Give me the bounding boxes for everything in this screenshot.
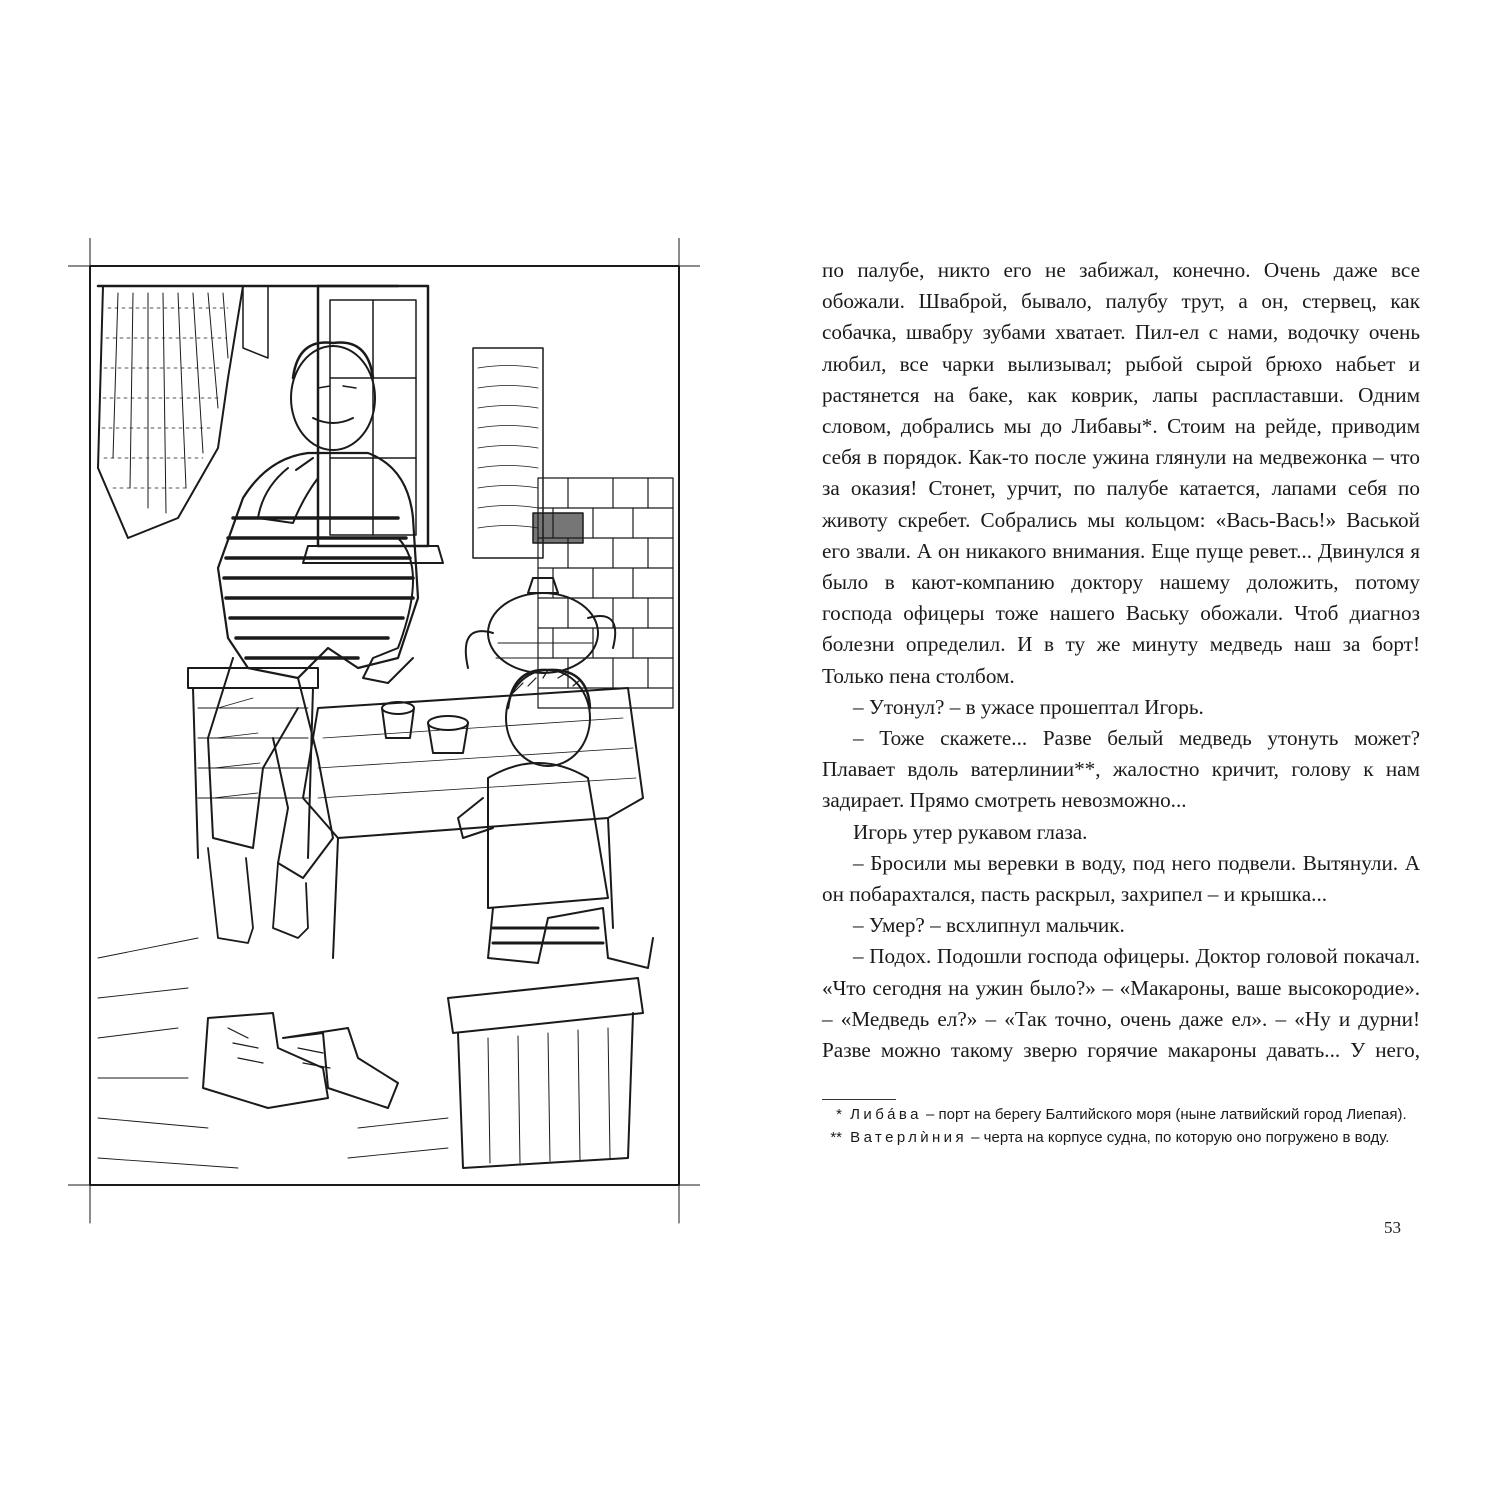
boots (203, 1013, 398, 1108)
paragraph: – Подох. Подошли господа офицеры. Доктор головой покачал. «Что сегодня на ужин было?» – «Макароны, ваше высокородие». – «Медведь ел?» – «Так точно, очень даже ел». – «Ну и дурни! Разве можно такому зверю горячие макароны давать... У него, (822, 944, 1420, 1063)
footnote (822, 1126, 1420, 1149)
footnotes (822, 1103, 1420, 1149)
floor (98, 938, 448, 1168)
paragraph: – Умер? – всхлипнул мальчик. (853, 913, 1125, 938)
brick-stove (473, 348, 673, 708)
footnote-divider (822, 1099, 896, 1100)
footnote-mark: * (836, 1106, 842, 1123)
paragraph: – Бросили мы веревки в воду, под него подвели. Вытянули. А он побарахтался, пасть раскрыл, захрипел – и крышка... (822, 850, 1420, 907)
bench (188, 668, 318, 858)
footnote-term: Ватерлѝния (850, 1129, 967, 1146)
stool (448, 978, 643, 1168)
window (303, 286, 443, 563)
boy-figure (458, 670, 653, 968)
text-page (822, 255, 1420, 1066)
footnote-definition: – порт на берегу Балтийского моря (ныне латвийский город Лиепая). (926, 1106, 1407, 1123)
illustration (68, 238, 700, 1238)
sailor-and-boy-drawing (68, 238, 700, 1238)
paragraph: – Тоже скажете... Разве белый медведь утонуть может? Плавает вдоль ватерлинии**, жалостно кричит, голову к нам задирает. Прямо смотреть невозможно... (822, 726, 1420, 813)
table (303, 688, 643, 958)
story-text (822, 255, 1420, 1066)
paragraph: по палубе, никто его не забижал, конечно. Очень даже все обожали. Шваброй, бывало, палубу трут, а он, стервец, как собачка, швабру зубами хватает. Пил-ел с нами, водочку очень любил, все чарки вылизывал; рыбой сырой брюхо набьет и растянется на баке, как коврик, лапы распластавши. Одним словом, добрались мы до Либавы*. Стоим на рейде, приводим себя в порядок. Как-то после ужина глянули на медвежонка – что за оказия! Стонет, урчит, по палубе катается, лапами себя по животу скребет. Собрались мы кольцом: «Вась-Вась!» Васькой его звали. А он никакого внимания. Еще пуще ревет... Двинулся я было в кают-компанию доктору нашему доложить, потому господа офицеры тоже нашего Ваську обожали. Чтоб диагноз болезни определил. И в ту же минуту медведь наш за борт! Только пена столбом. (822, 258, 1420, 688)
footnote-term: Либáва (850, 1106, 922, 1123)
footnote-definition: – черта на корпусе судна, по которую оно погружено в воду. (971, 1129, 1390, 1146)
paragraph: – Утонул? – в ужасе прошептал Игорь. (853, 694, 1204, 719)
page-number: 53 (1384, 1218, 1401, 1237)
footnote (822, 1103, 1420, 1126)
curtains (98, 286, 398, 538)
sailor-figure (208, 342, 418, 943)
footnote-mark: ** (830, 1129, 842, 1146)
paragraph: Игорь утер рукавом глаза. (853, 819, 1088, 844)
